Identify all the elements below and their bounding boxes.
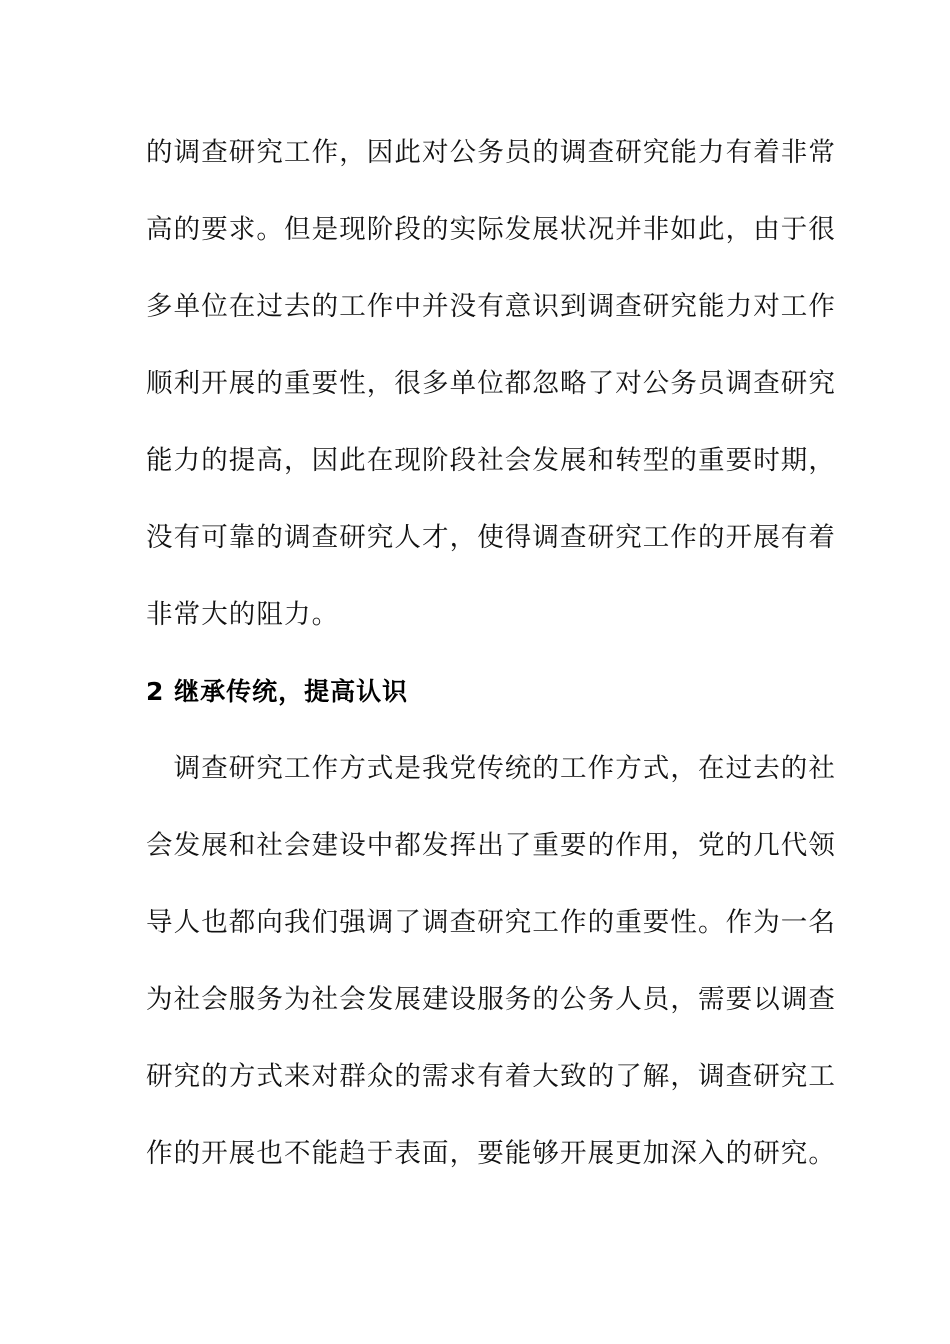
paragraph-line: 能力的提高，因此在现阶段社会发展和转型的重要时期， <box>146 445 836 476</box>
paragraph-line: 为社会服务为社会发展建设服务的公务人员，需要以调查 <box>146 984 836 1015</box>
document-body <box>146 131 836 1209</box>
paragraph-line: 高的要求。但是现阶段的实际发展状况并非如此，由于很 <box>146 214 836 245</box>
paragraph-line: 多单位在过去的工作中并没有意识到调查研究能力对工作 <box>146 291 836 322</box>
paragraph-line: 研究的方式来对群众的需求有着大致的了解，调查研究工 <box>146 1061 836 1092</box>
paragraph-line: 非常大的阻力。 <box>146 599 340 630</box>
paragraph-line: 导人也都向我们强调了调查研究工作的重要性。作为一名 <box>146 907 836 938</box>
paragraph-line: 调查研究工作方式是我党传统的工作方式，在过去的社 <box>146 753 836 784</box>
paragraph-line: 作的开展也不能趋于表面，要能够开展更加深入的研究。 <box>146 1138 836 1169</box>
paragraph-line: 会发展和社会建设中都发挥出了重要的作用，党的几代领 <box>146 830 836 861</box>
paragraph-line: 顺利开展的重要性，很多单位都忽略了对公务员调查研究 <box>146 368 836 399</box>
paragraph-line: 没有可靠的调查研究人才，使得调查研究工作的开展有着 <box>146 522 836 553</box>
paragraph-line: 的调查研究工作，因此对公务员的调查研究能力有着非常 <box>146 137 836 168</box>
section-heading: 2 继承传统，提高认识 <box>146 677 409 706</box>
